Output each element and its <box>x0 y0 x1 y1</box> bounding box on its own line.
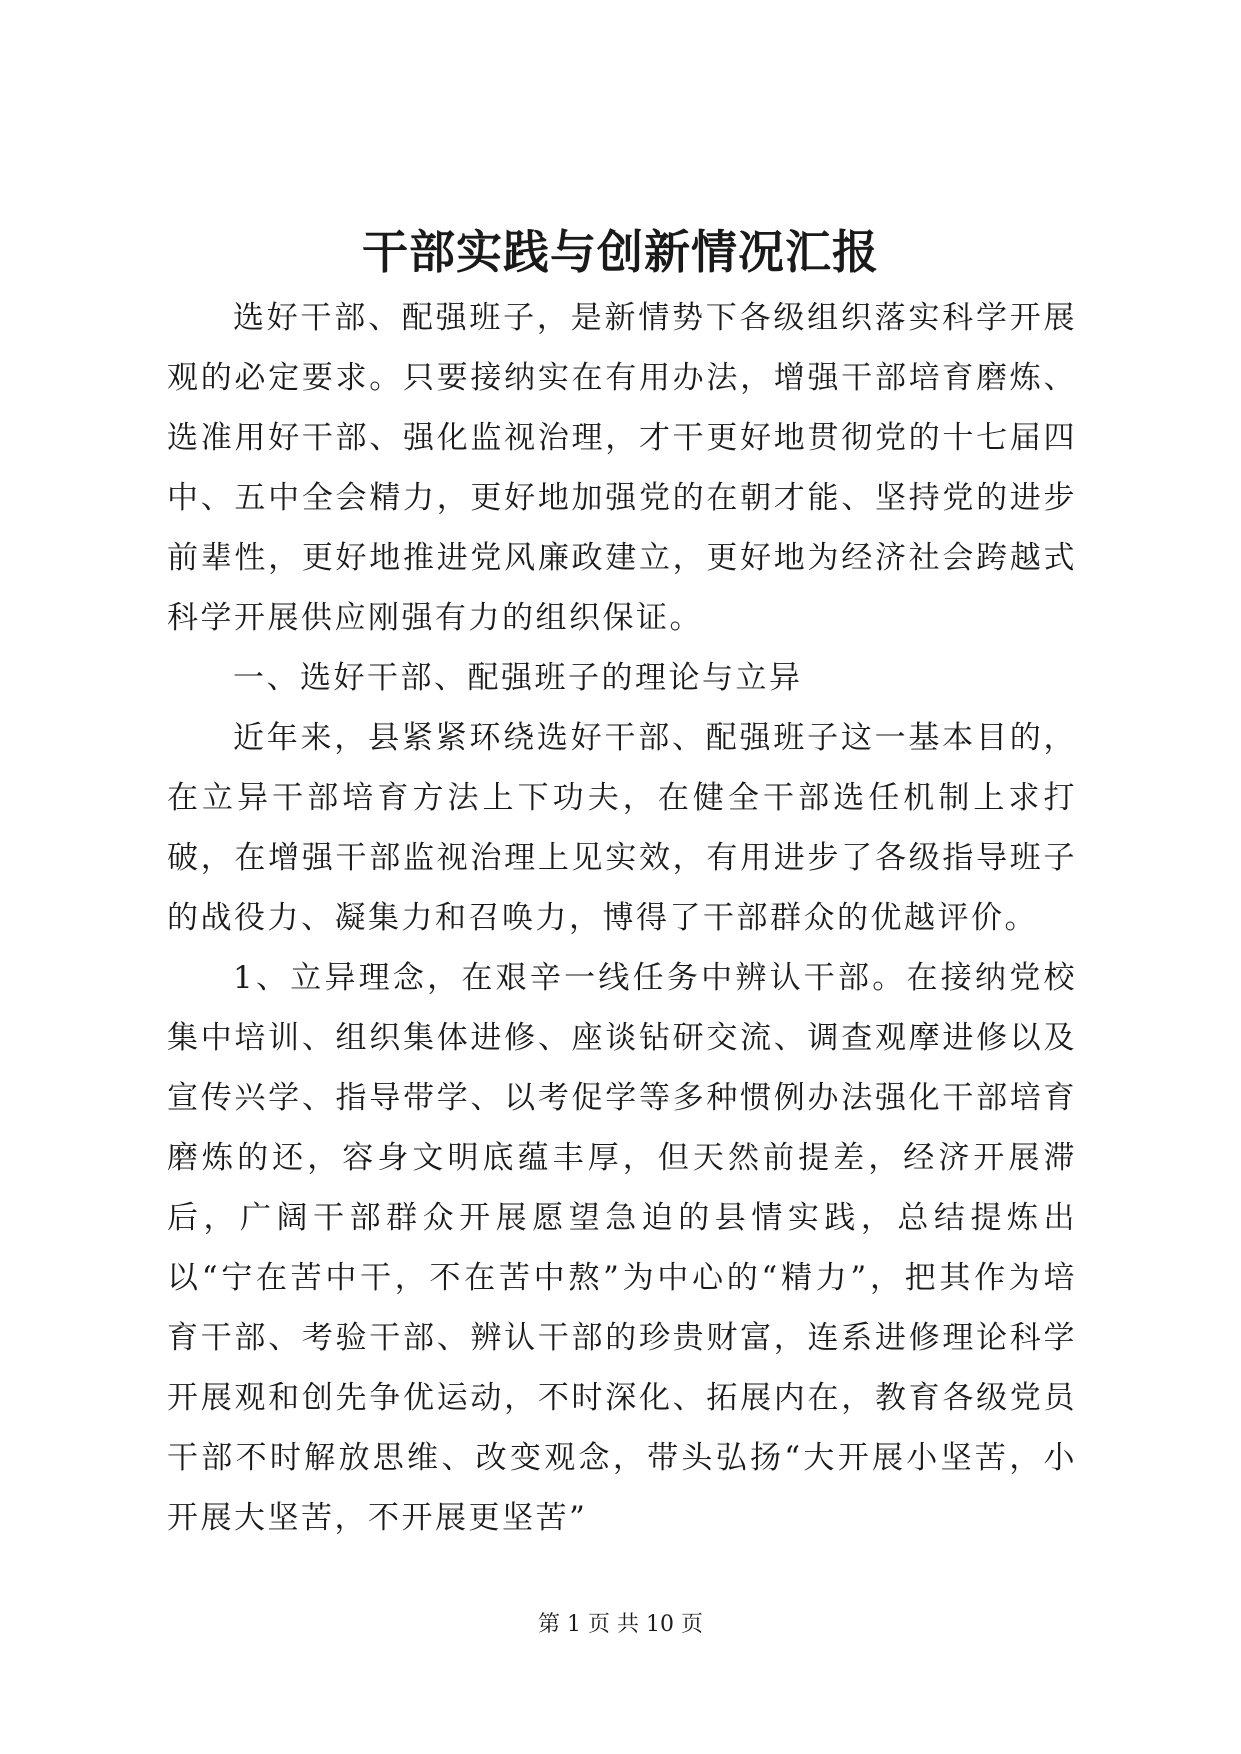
paragraph-point-1: 1、立异理念，在艰辛一线任务中辨认干部。在接纳党校集中培训、组织集体进修、座谈钻研交流、调查观摩进修以及宣传兴学、指导带学、以考促学等多种惯例办法强化干部培育磨炼的还，容身文明底蕴丰厚，但天然前提差，经济开展滞后，广阔干部群众开展愿望急迫的县情实践，总结提炼出以“宁在苦中干，不在苦中熬”为中心的“精力”，把其作为培育干部、考验干部、辨认干部的珍贵财富，连系进修理论科学开展观和创先争优运动，不时深化、拓展内在，教育各级党员干部不时解放思维、改变观念，带头弘扬“大开展小坚苦，小开展大坚苦，不开展更坚苦” <box>167 960 1077 1536</box>
section-heading: 一、选好干部、配强班子的理论与立异 <box>233 660 803 696</box>
paragraph-overview: 近年来，县紧紧环绕选好干部、配强班子这一基本目的，在立异干部培育方法上下功夫，在健全干部选任机制上求打破，在增强干部监视治理上见实效，有用进步了各级指导班子的战役力、凝集力和召唤力，博得了干部群众的优越评价。 <box>167 720 1077 936</box>
document-body <box>167 288 1077 1548</box>
document-title: 干部实践与创新情况汇报 <box>362 225 879 279</box>
page-number: 第 1 页 共 10 页 <box>538 1612 703 1637</box>
paragraph-intro: 选好干部、配强班子，是新情势下各级组织落实科学开展观的必定要求。只要接纳实在有用办法，增强干部培育磨炼、选准用好干部、强化监视治理，才干更好地贯彻党的十七届四中、五中全会精力，更好地加强党的在朝才能、坚持党的进步前辈性，更好地推进党风廉政建立，更好地为经济社会跨越式科学开展供应刚强有力的组织保证。 <box>167 300 1077 636</box>
